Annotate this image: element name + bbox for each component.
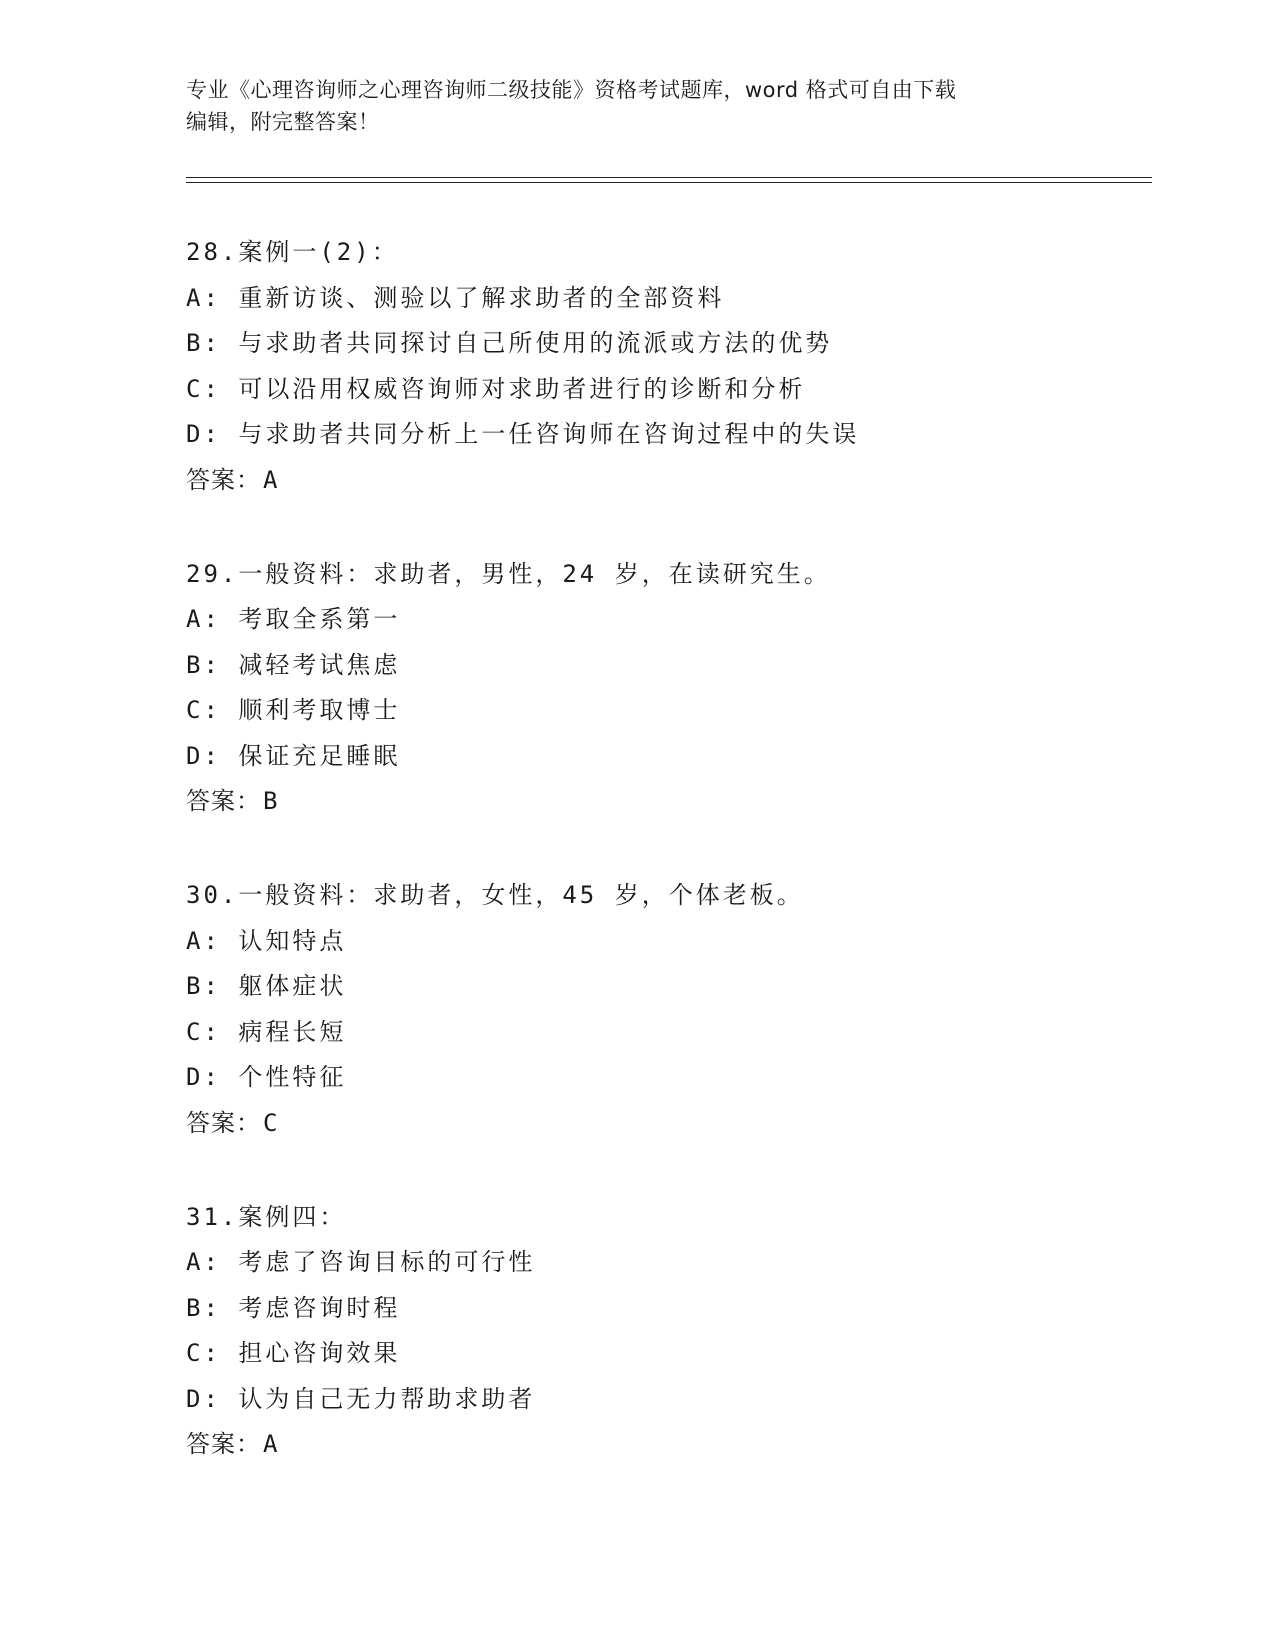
answer-value: A bbox=[263, 465, 279, 494]
option-a: A: 考取全系第一 bbox=[186, 605, 401, 633]
answer-line bbox=[186, 785, 1166, 817]
answer-label: 答案： bbox=[186, 1108, 261, 1137]
header-divider-top bbox=[186, 177, 1152, 178]
question-28 bbox=[186, 236, 1166, 496]
option-d: D: 保证充足睡眠 bbox=[186, 741, 401, 770]
header-line-2: 编辑，附完整答案！ bbox=[186, 110, 380, 134]
answer-line bbox=[186, 1107, 1166, 1139]
question-stem: 29.一般资料：求助者，男性，24 岁，在读研究生。 bbox=[186, 559, 831, 588]
question-stem: 30.一般资料：求助者，女性，45 岁，个体老板。 bbox=[186, 881, 804, 909]
option-c: C: 可以沿用权威咨询师对求助者进行的诊断和分析 bbox=[186, 374, 806, 403]
question-31 bbox=[186, 1201, 1166, 1461]
answer-value: B bbox=[263, 787, 279, 815]
question-list bbox=[186, 236, 1166, 1522]
option-d: D: 个性特征 bbox=[186, 1063, 347, 1091]
option-a: A: 重新访谈、测验以了解求助者的全部资料 bbox=[186, 283, 725, 312]
document-header bbox=[186, 74, 1086, 138]
option-b: B: 考虑咨询时程 bbox=[186, 1293, 401, 1322]
option-c: C: 担心咨询效果 bbox=[186, 1339, 401, 1367]
option-b: B: 与求助者共同探讨自己所使用的流派或方法的优势 bbox=[186, 329, 833, 357]
option-a: A: 考虑了咨询目标的可行性 bbox=[186, 1248, 536, 1276]
option-d: D: 认为自己无力帮助求助者 bbox=[186, 1384, 536, 1413]
option-c: C: 顺利考取博士 bbox=[186, 696, 401, 724]
answer-line bbox=[186, 1428, 1166, 1460]
answer-label: 答案： bbox=[186, 465, 261, 494]
answer-line bbox=[186, 464, 1166, 496]
question-29 bbox=[186, 558, 1166, 818]
option-c: C: 病程长短 bbox=[186, 1017, 347, 1046]
header-line-1: 专业《心理咨询师之心理咨询师二级技能》资格考试题库，word 格式可自由下载 bbox=[186, 78, 957, 102]
question-30 bbox=[186, 879, 1166, 1139]
answer-label: 答案： bbox=[186, 787, 261, 815]
question-stem: 28.案例一(2)： bbox=[186, 238, 399, 266]
header-divider-bottom bbox=[186, 182, 1152, 183]
option-d: D: 与求助者共同分析上一任咨询师在咨询过程中的失误 bbox=[186, 420, 860, 448]
answer-label: 答案： bbox=[186, 1430, 261, 1458]
option-a: A: 认知特点 bbox=[186, 926, 347, 955]
option-b: B: 减轻考试焦虑 bbox=[186, 650, 401, 679]
answer-value: C bbox=[263, 1108, 279, 1137]
answer-value: A bbox=[263, 1430, 279, 1458]
option-b: B: 躯体症状 bbox=[186, 972, 347, 1000]
question-stem: 31.案例四： bbox=[186, 1202, 347, 1231]
